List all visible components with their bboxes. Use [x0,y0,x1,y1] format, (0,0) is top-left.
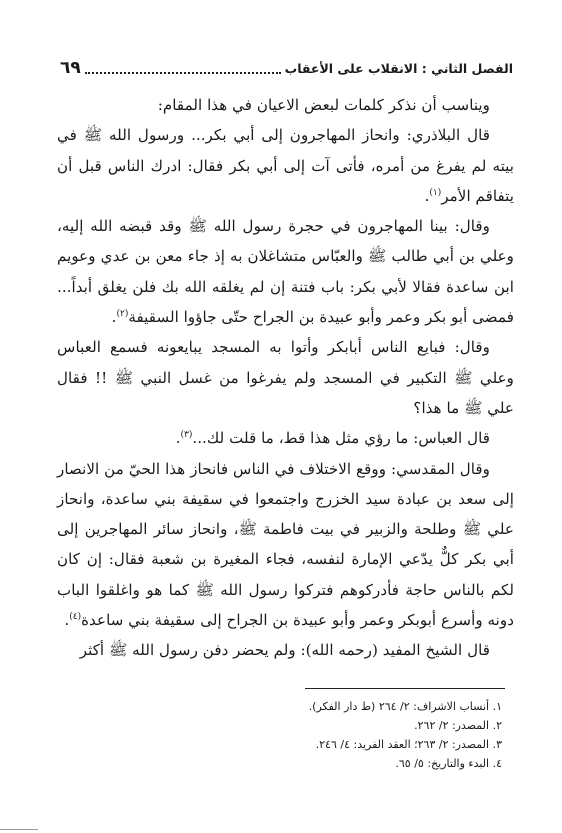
paragraph-text: ويناسب أن نذكر كلمات لبعض الاعيان في هذا المقام: [157,96,490,114]
paragraph [57,454,514,636]
footnote-4: ٤. البدء والتاريخ: ٥/ ٦٥. [395,757,502,770]
footnote-1: ١. أنساب الاشراف: ٢/ ٢٦٤ (ط دار الفكر). [308,700,502,713]
footnote-3: ٣. المصدر: ٢/ ٢٦٣؛ العقد الفريد: ٤/ ٢٤٦. [315,738,502,751]
paragraph-text: قال البلاذري: وانحاز المهاجرون إلى أبي بكر... ورسول الله ﷺ في بيته لم يفرغ من أمره، فأتى آت إلى أبي بكر فقال: ادرك الناس قبل أن يتفاقم الأمر [57,126,514,205]
footnote-reference: (٤) [69,611,82,622]
paragraph [57,423,514,453]
footnote-divider [305,688,505,689]
page-number: ٦٩ [60,58,81,78]
footnote-2: ٢. المصدر: ٢/ ٢٦٢. [414,719,502,732]
paragraph-text: وقال المقدسي: ووقع الاختلاف في الناس فانحاز هذا الحيّ من الانصار إلى سعد بن عبادة سيد الخزرج واجتمعوا في سقيفة بني ساعدة، وانحاز علي ﷺ وطلحة والزبير في بيت فاطمة ﷺ، وانحاز سائر المهاجرين إلى أبي بكر كلٌّ يدّعي الإمارة لنفسه، فجاء المغيرة بن شعبة فقال: إن كان لكم بالناس حاجة فأدركوهم فتركوا رسول الله ﷺ كما هو واغلقوا الباب دونه وأسرع أبوبكر وعمر وأبو عبيدة بن الجراح إلى سقيفة بني ساعدة [57,459,514,630]
paragraph-text: . [64,611,70,630]
footnote-reference: (١) [429,187,442,198]
paragraph-text: . [111,308,117,327]
paragraph [57,211,514,332]
paragraph [57,90,514,120]
paragraph-text: وقال: بينا المهاجرون في حجرة رسول الله ﷺ وقد قبضه الله إليه، وعلي بن أبي طالب ﷺ والعبّاس متشاغلان به إذ جاء معن بن عدي وعويم ابن ساعدة فقالا لأبي بكر: باب فتنة إن لم يغلقه الله بك فلن يغلق أبداً... فمضى أبو بكر وعمر وأبو عبيدة بن الجراح حتّى جاؤوا السقيفة [57,217,514,327]
paragraph-text: . [175,429,181,448]
chapter-title: الفصل الثاني : الانقلاب على الأعقاب [284,60,513,76]
paragraph [57,635,514,665]
paragraph [57,120,514,211]
footnote-reference: (٣) [180,430,193,441]
paragraph-text: قال الشيخ المفيد (رحمه الله): ولم يحضر دفن رسول الله ﷺ أكثر [79,641,490,660]
footnote-reference: (٢) [116,309,129,320]
paragraph [57,332,514,423]
paragraph-text: . [424,186,430,205]
footnotes [57,697,502,773]
running-header [60,57,513,79]
paragraph-text: قال العباس: ما رؤي مثل هذا قط، ما قلت لك... [192,429,490,448]
page-edge-mark [0,829,38,830]
body-text [57,90,514,666]
header-leader-dots [85,62,281,74]
paragraph-text: وقال: فبايع الناس أبابكر وأتوا به المسجد يبايعونه فسمع العباس وعلي ﷺ التكبير في المسجد ولم يفرغوا من غسل النبي ﷺ !! فقال علي ﷺ ما هذا؟ [57,338,514,417]
